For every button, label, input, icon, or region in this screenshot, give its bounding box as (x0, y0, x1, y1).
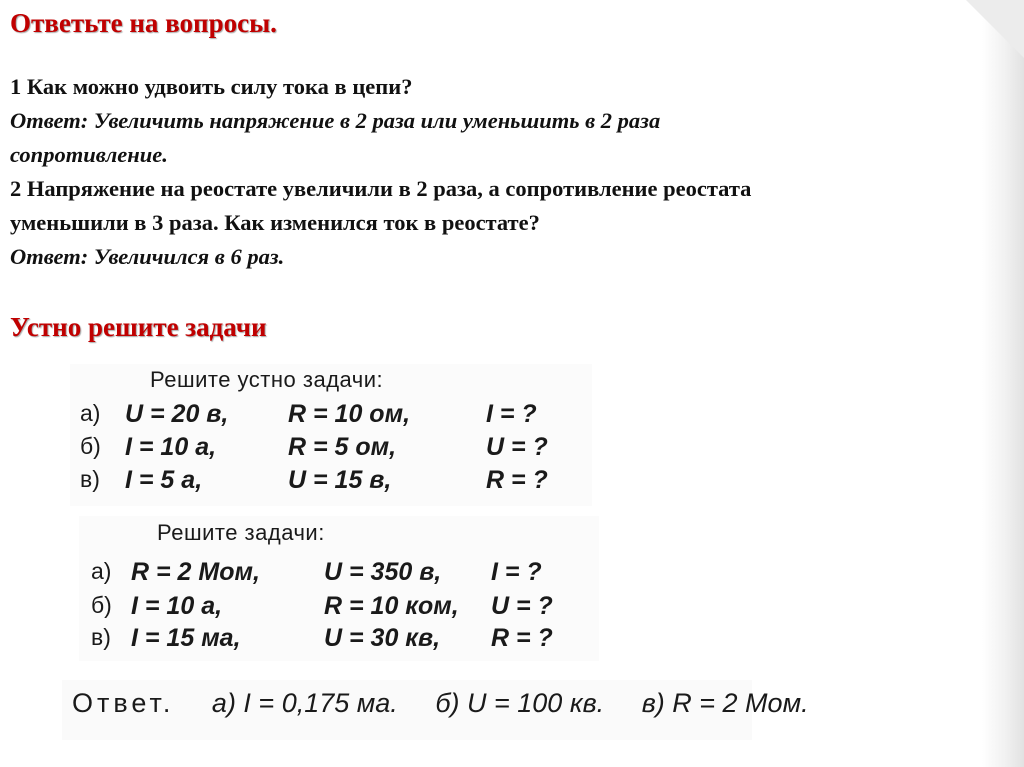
unknown-value: R = ? (486, 466, 548, 494)
answer-1-line-2: сопротивление. (10, 142, 168, 167)
given-value-1: I = 5 а, (125, 466, 203, 494)
given-value-2: U = 15 в, (288, 466, 392, 494)
questions-block (10, 70, 985, 274)
given-value-2: R = 10 ом, (288, 400, 411, 428)
unknown-value: I = ? (491, 558, 542, 586)
task-letter: а) (91, 558, 112, 584)
task-letter: в) (80, 466, 100, 492)
question-2-line-2: уменьшили в 3 раза. Как изменился ток в реостате? (10, 210, 540, 235)
question-2-line-1: 2 Напряжение на реостате увеличили в 2 раза, а сопротивление реостата (10, 176, 752, 201)
given-value-1: R = 2 Мом, (131, 558, 260, 586)
task-row (70, 433, 592, 467)
oral-tasks-scan (70, 364, 592, 506)
given-value-2: U = 30 кв, (324, 624, 441, 652)
question-1: 1 Как можно удвоить силу тока в цепи? (10, 74, 413, 99)
slide-title: Ответьте на вопросы. (10, 8, 277, 38)
tasks-scan (79, 516, 599, 661)
given-value-1: I = 10 а, (125, 433, 217, 461)
task-row (79, 592, 599, 626)
tasks-heading: Решите задачи: (157, 520, 325, 545)
given-value-1: U = 20 в, (125, 400, 229, 428)
answer-2: Ответ: Увеличился в 6 раз. (10, 244, 285, 269)
task-letter: б) (91, 592, 112, 618)
given-value-2: R = 5 ом, (288, 433, 397, 461)
answer-item: б) U = 100 кв. (435, 688, 605, 718)
given-value-1: I = 10 а, (131, 592, 223, 620)
given-value-1: I = 15 ма, (131, 624, 241, 652)
given-value-2: U = 350 в, (324, 558, 442, 586)
answer-1-line-1: Ответ: Увеличить напряжение в 2 раза или уменьшить в 2 раза (10, 108, 661, 133)
given-value-2: R = 10 ком, (324, 592, 459, 620)
unknown-value: U = ? (491, 592, 553, 620)
task-row (79, 558, 599, 592)
unknown-value: I = ? (486, 400, 537, 428)
unknown-value: U = ? (486, 433, 548, 461)
answers-label: Ответ. (72, 688, 175, 718)
answer-item: в) R = 2 Мом. (641, 688, 809, 718)
answers-line (72, 688, 839, 719)
section-subtitle: Устно решите задачи (10, 312, 267, 342)
answers-scan (62, 680, 809, 740)
task-letter: а) (80, 400, 101, 426)
task-row (70, 400, 592, 434)
task-letter: в) (91, 624, 111, 650)
task-row (79, 624, 599, 658)
task-letter: б) (80, 433, 101, 459)
unknown-value: R = ? (491, 624, 553, 652)
oral-tasks-heading: Решите устно задачи: (150, 367, 384, 392)
answer-item: а) I = 0,175 ма. (211, 688, 398, 718)
task-row (70, 466, 592, 500)
